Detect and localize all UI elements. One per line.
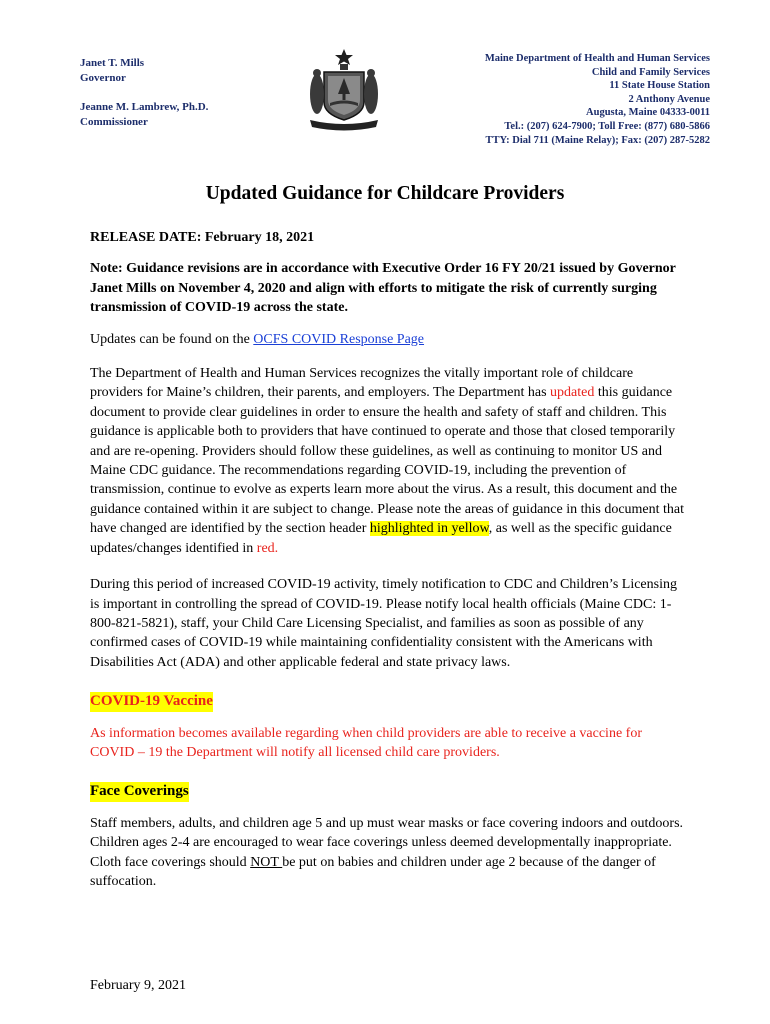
street-line: 2 Anthony Avenue — [628, 93, 710, 105]
updates-prefix: Updates can be found on the — [90, 331, 254, 347]
intro-paragraph — [90, 364, 685, 558]
highlighted-phrase: highlighted in yellow — [369, 521, 489, 537]
ocfs-covid-response-link[interactable]: OCFS COVID Response Page — [253, 331, 425, 347]
revision-note: Note: Guidance revisions are in accordance with Executive Order 16 FY 20/21 issued by Governor Janet Mills on November 4, 2020 and align with efforts to mitigate the risk of currently surging transmission of COVID-19 across the state. — [90, 261, 676, 316]
footer-date: February 9, 2021 — [90, 978, 187, 993]
updates-line — [90, 330, 685, 349]
station-line: 11 State House Station — [609, 80, 710, 92]
maine-state-seal-icon — [306, 48, 382, 134]
city-line: Augusta, Maine 04333-0011 — [586, 107, 710, 119]
intro-text-3: , as well as the specific guidance updates/changes identified in — [90, 521, 672, 556]
release-date: RELEASE DATE: February 18, 2021 — [90, 230, 315, 245]
governor-title: Governor — [80, 72, 126, 84]
office-name: Child and Family Services — [591, 66, 710, 78]
face-coverings-section — [90, 782, 685, 801]
face-coverings-heading: Face Coverings — [90, 782, 189, 801]
red-word: red. — [256, 540, 279, 556]
notification-paragraph: During this period of increased COVID-19 activity, timely notification to CDC and Children’s Licensing is important in controlling the spread of COVID-19. Please notify local health officials (Maine CDC: 1-800-821-5821), staff, your Child Care Licensing Specialist, and families as soon as possible of any confirmed cases of COVID-19 while maintaining confidentiality consistent with the Americans with Disabilities Act (ADA) and other applicable federal and state privacy laws. — [90, 577, 677, 670]
face-text-1: Staff members, adults, and children age 5 and up must wear masks or face covering indoors and outdoors. Children ages 2-4 are encouraged to wear face coverings unless deemed developmentally inappropriate. Cloth face coverings should — [90, 815, 684, 870]
header-officials — [80, 56, 280, 130]
governor-name: Janet T. Mills — [80, 57, 145, 69]
document-title: Updated Guidance for Childcare Providers — [205, 183, 565, 204]
vaccine-section — [90, 692, 685, 711]
document-body — [90, 228, 685, 891]
vaccine-heading: COVID-19 Vaccine — [90, 692, 213, 711]
department-address — [410, 52, 710, 147]
tty-fax-line: TTY: Dial 711 (Maine Relay); Fax: (207) 287-5282 — [485, 134, 710, 146]
commissioner-title: Commissioner — [80, 116, 148, 128]
face-text-2: be put on babies and children under age 2 because of the danger of suffocation. — [90, 854, 656, 889]
department-name: Maine Department of Health and Human Services — [484, 53, 710, 64]
commissioner-name: Jeanne M. Lambrew, Ph.D. — [80, 101, 209, 113]
vaccine-text: As information becomes available regarding when child providers are able to receive a vaccine for COVID – 19 the Department will notify all licensed child care providers. — [90, 725, 642, 760]
updated-word: updated — [550, 385, 595, 401]
intro-text-2: this guidance document to provide clear guidelines in order to ensure the health and safety of staff and children. This guidance is applicable both to providers that have continued to operate and those that closed temporarily and are re-opening. Providers should follow these guidelines, as well as continuing to monitor US and Maine CDC guidance. The recommendations regarding COVID-19, including the prevention of transmission, continue to evolve as experts learn more about the virus. As a result, this document and the guidance contained within it are subject to change. Please note the areas of guidance in this document that have changed are identified by the section header — [90, 385, 685, 537]
intro-text-1: The Department of Health and Human Services recognizes the vitally important role of childcare providers for Maine’s children, their parents, and employers. The Department has — [90, 366, 634, 401]
phone-line: Tel.: (207) 624-7900; Toll Free: (877) 680-5866 — [504, 120, 710, 132]
face-coverings-text — [90, 814, 685, 892]
not-emphasis: NOT — [250, 854, 283, 870]
